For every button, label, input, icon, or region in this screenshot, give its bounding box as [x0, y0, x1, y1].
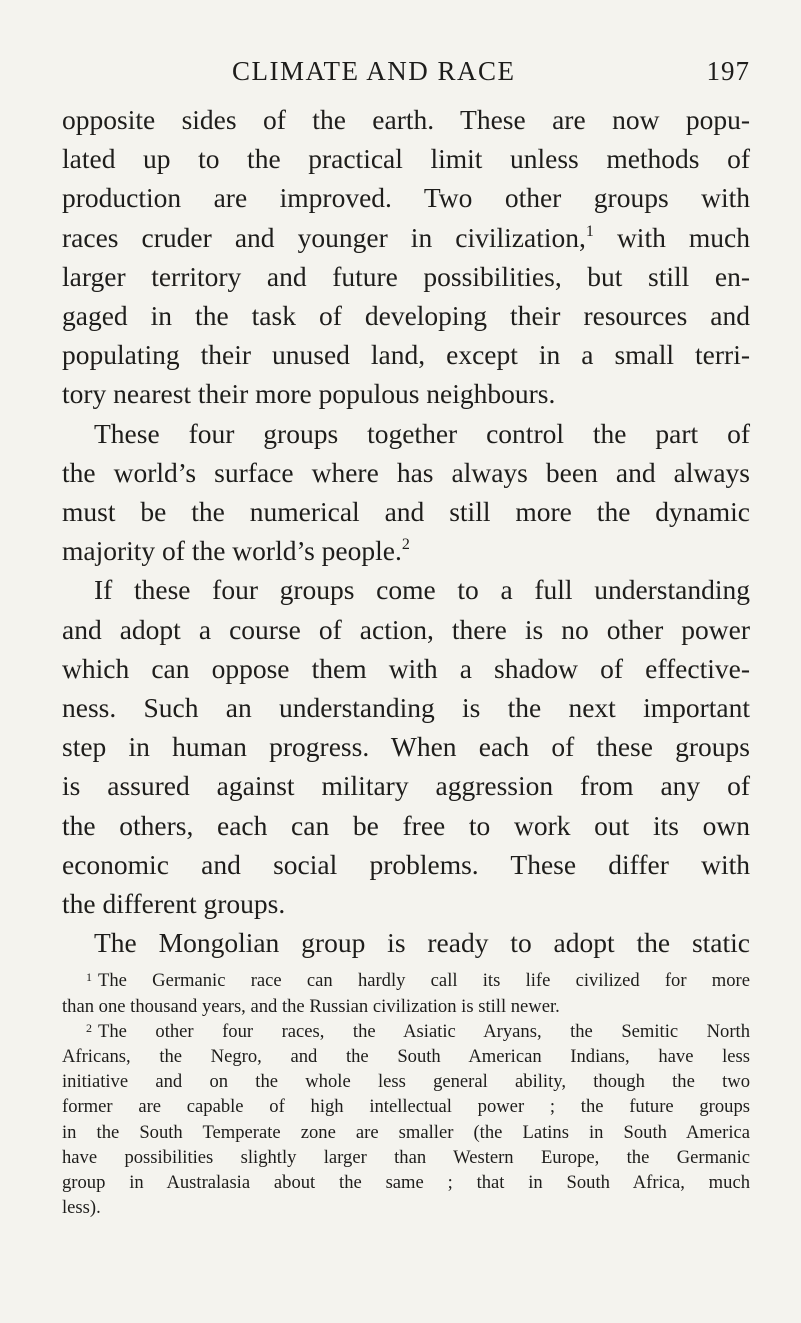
footnote-line: group in Australasia about the same ; that in South Africa, much [62, 1172, 750, 1194]
footnote-line: initiative and on the whole less general ability, though the two [62, 1071, 750, 1093]
text-line: and adopt a course of action, there is no other power [62, 613, 750, 645]
footnote-line: less). [62, 1197, 101, 1219]
text-line: step in human progress. When each of these groups [62, 731, 750, 763]
footnote-line: than one thousand years, and the Russian civilization is still newer. [62, 995, 560, 1017]
text-line: If these four groups come to a full understanding [94, 574, 750, 606]
text-line: majority of the world’s people.$^2$ [62, 535, 410, 567]
footnote-marker: 1 [86, 970, 92, 985]
text-line: opposite sides of the earth. These are now popu- [62, 104, 750, 135]
text-line: economic and social problems. These differ with [62, 848, 750, 880]
text-line: the others, each can be free to work out its own [62, 809, 750, 841]
text-line: races cruder and younger in civilization,$^1$ with much [62, 221, 750, 253]
footnote-reference: 1 [585, 222, 594, 240]
text-line: populating their unused land, except in a small terri- [62, 339, 750, 371]
page-number: 197 [706, 56, 750, 86]
text-line: The Mongolian group is ready to adopt the static [94, 927, 750, 959]
text-line: These four groups together control the part of [94, 417, 750, 449]
text-line: lated up to the practical limit unless methods of [62, 143, 750, 175]
text-line: tory nearest their more populous neighbours. [62, 378, 556, 410]
text-line: must be the numerical and still more the dynamic [62, 496, 750, 528]
footnote-line: Africans, the Negro, and the South American Indians, have less [62, 1046, 750, 1068]
footnote-line: $^2$ The other four races, the Asiatic Aryans, the Semitic North [86, 1020, 750, 1042]
text-line: larger territory and future possibilities, but still en- [62, 260, 750, 292]
running-head [62, 56, 750, 100]
text-line: the world’s surface where has always been and always [62, 456, 750, 488]
body-text [62, 100, 750, 962]
text-line: ness. Such an understanding is the next important [62, 692, 750, 724]
footnote-line: former are capable of high intellectual power ; the future groups [62, 1096, 750, 1118]
text-line: is assured against military aggression from any of [62, 770, 750, 802]
text-line: which can oppose them with a shadow of effective- [62, 652, 750, 684]
footnote-line: in the South Temperate zone are smaller (the Latins in South America [62, 1121, 750, 1143]
footnote-line: have possibilities slightly larger than Western Europe, the Germanic [62, 1146, 750, 1168]
text-line: production are improved. Two other groups with [62, 182, 750, 214]
running-title: CLIMATE AND RACE [232, 56, 516, 86]
text-line: the different groups. [62, 888, 286, 920]
footnote-reference: 2 [401, 536, 410, 554]
footnote-line: $^1$ The Germanic race can hardly call its life civilized for more [86, 970, 750, 992]
footnotes [62, 968, 750, 1220]
book-page [62, 56, 750, 1221]
footnote-marker: 2 [86, 1020, 92, 1035]
text-line: gaged in the task of developing their resources and [62, 300, 750, 332]
